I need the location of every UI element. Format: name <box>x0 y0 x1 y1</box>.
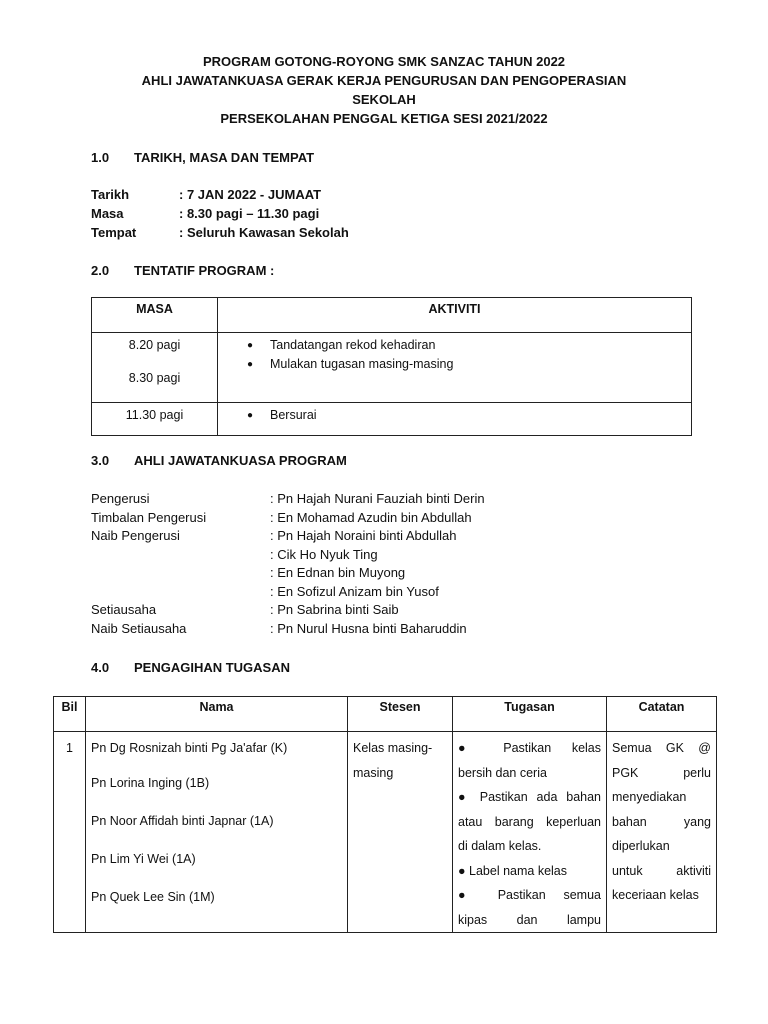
committee-role <box>91 583 270 602</box>
section-title: PENGAGIHAN TUGASAN <box>134 660 291 675</box>
table-header-row <box>54 697 717 732</box>
catatan-line: diperlukan <box>612 839 670 853</box>
aktiviti-item: ● Tandatangan rekod kehadiran <box>218 337 691 354</box>
list-item <box>91 620 485 639</box>
masa-cell <box>92 333 218 403</box>
info-value: : Seluruh Kawasan Sekolah <box>179 225 349 240</box>
person-name: Pn Noor Affidah binti Japnar (1A) <box>91 814 274 828</box>
tugasan-line: ● Label nama kelas <box>458 863 568 878</box>
list-item <box>91 490 485 509</box>
aktiviti-cell <box>218 403 692 436</box>
column-header-masa: MASA <box>92 298 218 333</box>
bil-cell <box>54 732 86 933</box>
person-name: Pn Lorina Inging (1B) <box>91 776 210 790</box>
tugasan-table <box>53 696 717 933</box>
tugasan-line: ● Pastikan ada bahan <box>458 790 601 804</box>
committee-name: : Pn Sabrina binti Saib <box>270 602 399 617</box>
section-number: 3.0 <box>91 453 110 468</box>
tugasan-line: ● Pastikan kelas <box>458 741 601 755</box>
committee-list <box>91 490 485 638</box>
tugasan-line: atau barang keperluan <box>458 814 601 829</box>
tugasan-line: di dalam kelas. <box>458 839 542 853</box>
committee-name: : Pn Hajah Noraini binti Abdullah <box>270 528 457 543</box>
committee-role: Naib Pengerusi <box>91 528 180 543</box>
masa-cell <box>92 403 218 436</box>
section-heading-3 <box>91 453 347 468</box>
catatan-line: keceriaan kelas <box>612 888 699 902</box>
title-line: SEKOLAH <box>352 92 416 107</box>
person-name: Pn Dg Rosnizah binti Pg Ja'afar (K) <box>91 741 288 755</box>
title-line: PROGRAM GOTONG-ROYONG SMK SANZAC TAHUN 2022 <box>202 54 566 69</box>
column-header-bil: Bil <box>54 697 86 732</box>
stesen-line: masing <box>353 765 394 780</box>
committee-name: : Pn Hajah Nurani Fauziah binti Derin <box>270 491 485 506</box>
committee-name: : En Sofizul Anizam bin Yusof <box>270 583 439 599</box>
catatan-line: PGK perlu <box>612 765 711 780</box>
committee-name: : En Ednan bin Muyong <box>270 565 406 580</box>
section-number: 2.0 <box>91 263 110 278</box>
column-header-catatan: Catatan <box>607 697 717 732</box>
catatan-cell <box>607 732 717 933</box>
person-name: Pn Lim Yi Wei (1A) <box>91 852 196 866</box>
column-header-nama: Nama <box>86 697 348 732</box>
tugasan-line: ● Pastikan semua <box>458 888 601 902</box>
table-header-row <box>92 298 692 333</box>
info-value: : 8.30 pagi – 11.30 pagi <box>179 206 320 221</box>
list-item <box>91 527 485 546</box>
info-row-masa <box>91 204 349 223</box>
committee-name: : En Mohamad Azudin bin Abdullah <box>270 509 472 525</box>
info-row-tarikh <box>91 185 349 204</box>
info-label: Tarikh <box>91 187 130 202</box>
tugasan-line: kipas dan lampu <box>458 912 601 927</box>
nama-cell <box>86 732 348 933</box>
committee-role: Setiausaha <box>91 602 157 617</box>
section-number: 1.0 <box>91 150 110 165</box>
document-title <box>0 52 768 128</box>
table-row <box>92 333 692 403</box>
info-row-tempat <box>91 223 349 242</box>
catatan-line: bahan yang <box>612 814 711 829</box>
section-heading-4 <box>91 660 290 675</box>
list-item <box>91 601 485 620</box>
list-item <box>91 546 485 565</box>
table-row <box>54 732 717 933</box>
section-heading-1 <box>91 150 314 165</box>
title-line: PERSEKOLAHAN PENGGAL KETIGA SESI 2021/2022 <box>220 111 548 126</box>
section-title: TARIKH, MASA DAN TEMPAT <box>134 150 315 165</box>
event-info <box>91 185 349 242</box>
bil-value: 1 <box>66 741 73 755</box>
list-item <box>91 564 485 583</box>
aktiviti-item: ● Bersurai <box>218 407 691 424</box>
aktiviti-item: ● Mulakan tugasan masing-masing <box>218 356 691 373</box>
committee-role <box>91 564 270 583</box>
committee-role: Naib Setiausaha <box>91 620 187 636</box>
table-row <box>92 403 692 436</box>
catatan-line: Semua GK @ <box>612 741 711 755</box>
tentatif-table <box>91 297 692 436</box>
list-item <box>91 509 485 528</box>
committee-role <box>91 546 270 565</box>
section-number: 4.0 <box>91 660 110 675</box>
committee-name: : Cik Ho Nyuk Ting <box>270 546 378 562</box>
tugasan-line: bersih dan ceria <box>458 765 547 780</box>
list-item <box>91 583 485 602</box>
column-header-tugasan: Tugasan <box>453 697 607 732</box>
masa-value: 8.20 pagi <box>128 338 181 352</box>
info-label: Masa <box>91 206 124 221</box>
section-title: AHLI JAWATANKUASA PROGRAM <box>134 453 347 468</box>
catatan-line: menyediakan <box>612 790 687 804</box>
stesen-cell <box>348 732 453 933</box>
section-title: TENTATIF PROGRAM : <box>134 263 275 278</box>
title-line: AHLI JAWATANKUASA GERAK KERJA PENGURUSAN DAN PENGOPERASIAN <box>141 73 627 88</box>
person-name: Pn Quek Lee Sin (1M) <box>91 890 215 904</box>
committee-name: : Pn Nurul Husna binti Baharuddin <box>270 620 467 636</box>
section-heading-2 <box>91 263 274 278</box>
info-value: : 7 JAN 2022 - JUMAAT <box>179 187 322 202</box>
tugasan-cell <box>453 732 607 933</box>
column-header-stesen: Stesen <box>348 697 453 732</box>
info-label: Tempat <box>91 225 137 240</box>
catatan-line: untuk aktiviti <box>612 863 711 878</box>
committee-role: Timbalan Pengerusi <box>91 509 207 525</box>
stesen-line: Kelas masing- <box>353 741 433 755</box>
column-header-aktiviti: AKTIVITI <box>218 298 692 333</box>
masa-value: 8.30 pagi <box>128 371 181 385</box>
committee-role: Pengerusi <box>91 491 150 506</box>
aktiviti-cell <box>218 333 692 403</box>
masa-value: 11.30 pagi <box>125 408 184 422</box>
